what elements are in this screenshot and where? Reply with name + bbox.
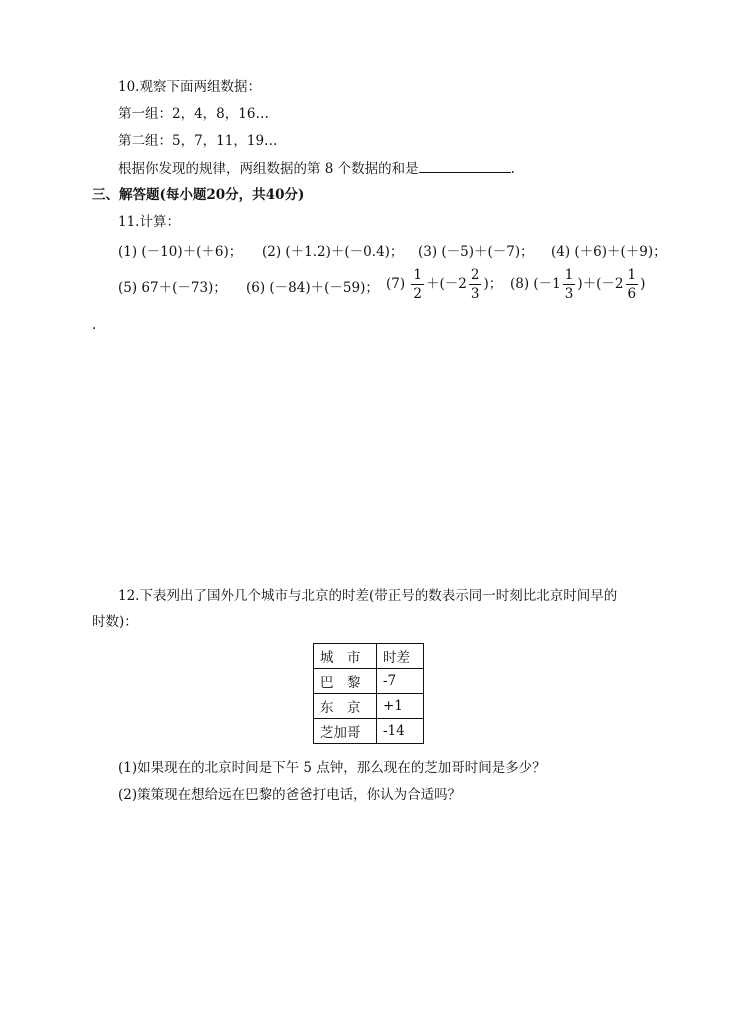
q10-intro: 10.观察下面两组数据： [118, 79, 261, 95]
fraction-1-6: $\frac{1}{6}$ [627, 267, 637, 302]
q11-part2: (2) (＋1.2)＋(－0.4)； [262, 244, 404, 260]
table-row [314, 669, 424, 694]
q11-part4: (4) (＋6)＋(＋9)； [551, 244, 667, 260]
table-cell-diff: +1 [377, 694, 424, 719]
table-header-diff: 时差 [377, 644, 424, 669]
table-header-row [314, 644, 424, 669]
q10-group2: 第二组：5，7，11，19… [118, 133, 278, 149]
q11-part7-label: (7) [386, 276, 406, 292]
table-header-city: 城 市 [314, 644, 377, 669]
trailing-dot: . [92, 317, 97, 333]
q10-question-text: 根据你发现的规律，两组数据的第 8 个数据的和是 [118, 161, 419, 177]
answer-blank[interactable] [419, 158, 511, 173]
table-cell-city: 东 京 [314, 694, 377, 719]
q11-part5: (5) 67＋(－73)； [118, 280, 227, 296]
section-heading: 三、解答题(每小题20分，共40分) [92, 187, 305, 203]
table-cell-diff: -14 [377, 719, 424, 744]
fraction-2-3: $\frac{2}{3}$ [470, 267, 480, 302]
table-row [314, 694, 424, 719]
q10-question-end: . [510, 161, 515, 177]
fraction-1-2: $\frac{1}{2}$ [413, 267, 423, 302]
q11-part1: (1) (－10)＋(＋6)； [118, 244, 243, 260]
q12-intro-line2: 时数)： [92, 614, 138, 630]
time-difference-table [313, 643, 424, 744]
q12-intro-line1: 12.下表列出了国外几个城市与北京的时差(带正号的数表示同一时刻比北京时间早的 [118, 588, 618, 604]
q11-part7: (7) $\frac{1}{2}$ ＋(－2 $\frac{2}{3}$ )； [386, 267, 503, 302]
q11-intro: 11.计算： [118, 214, 180, 230]
q11-part3: (3) (－5)＋(－7)； [418, 244, 534, 260]
table-row [314, 719, 424, 744]
q10-question [118, 158, 515, 179]
q11-part6: (6) (－84)＋(－59)； [246, 280, 379, 296]
q12-sub1: (1)如果现在的北京时间是下午 5 点钟，那么现在的芝加哥时间是多少？ [118, 760, 546, 776]
q12-sub2: (2)策策现在想给远在巴黎的爸爸打电话，你认为合适吗？ [118, 787, 462, 803]
table-cell-city: 芝加哥 [314, 719, 377, 744]
table-cell-diff: -7 [377, 669, 424, 694]
q11-part8: (8) (－1 $\frac{1}{3}$ )＋(－2 $\frac{1}{6}$ ) [510, 267, 646, 302]
table-cell-city: 巴 黎 [314, 669, 377, 694]
q10-group1: 第一组：2，4，8，16… [118, 106, 269, 122]
fraction-1-3: $\frac{1}{3}$ [564, 267, 574, 302]
